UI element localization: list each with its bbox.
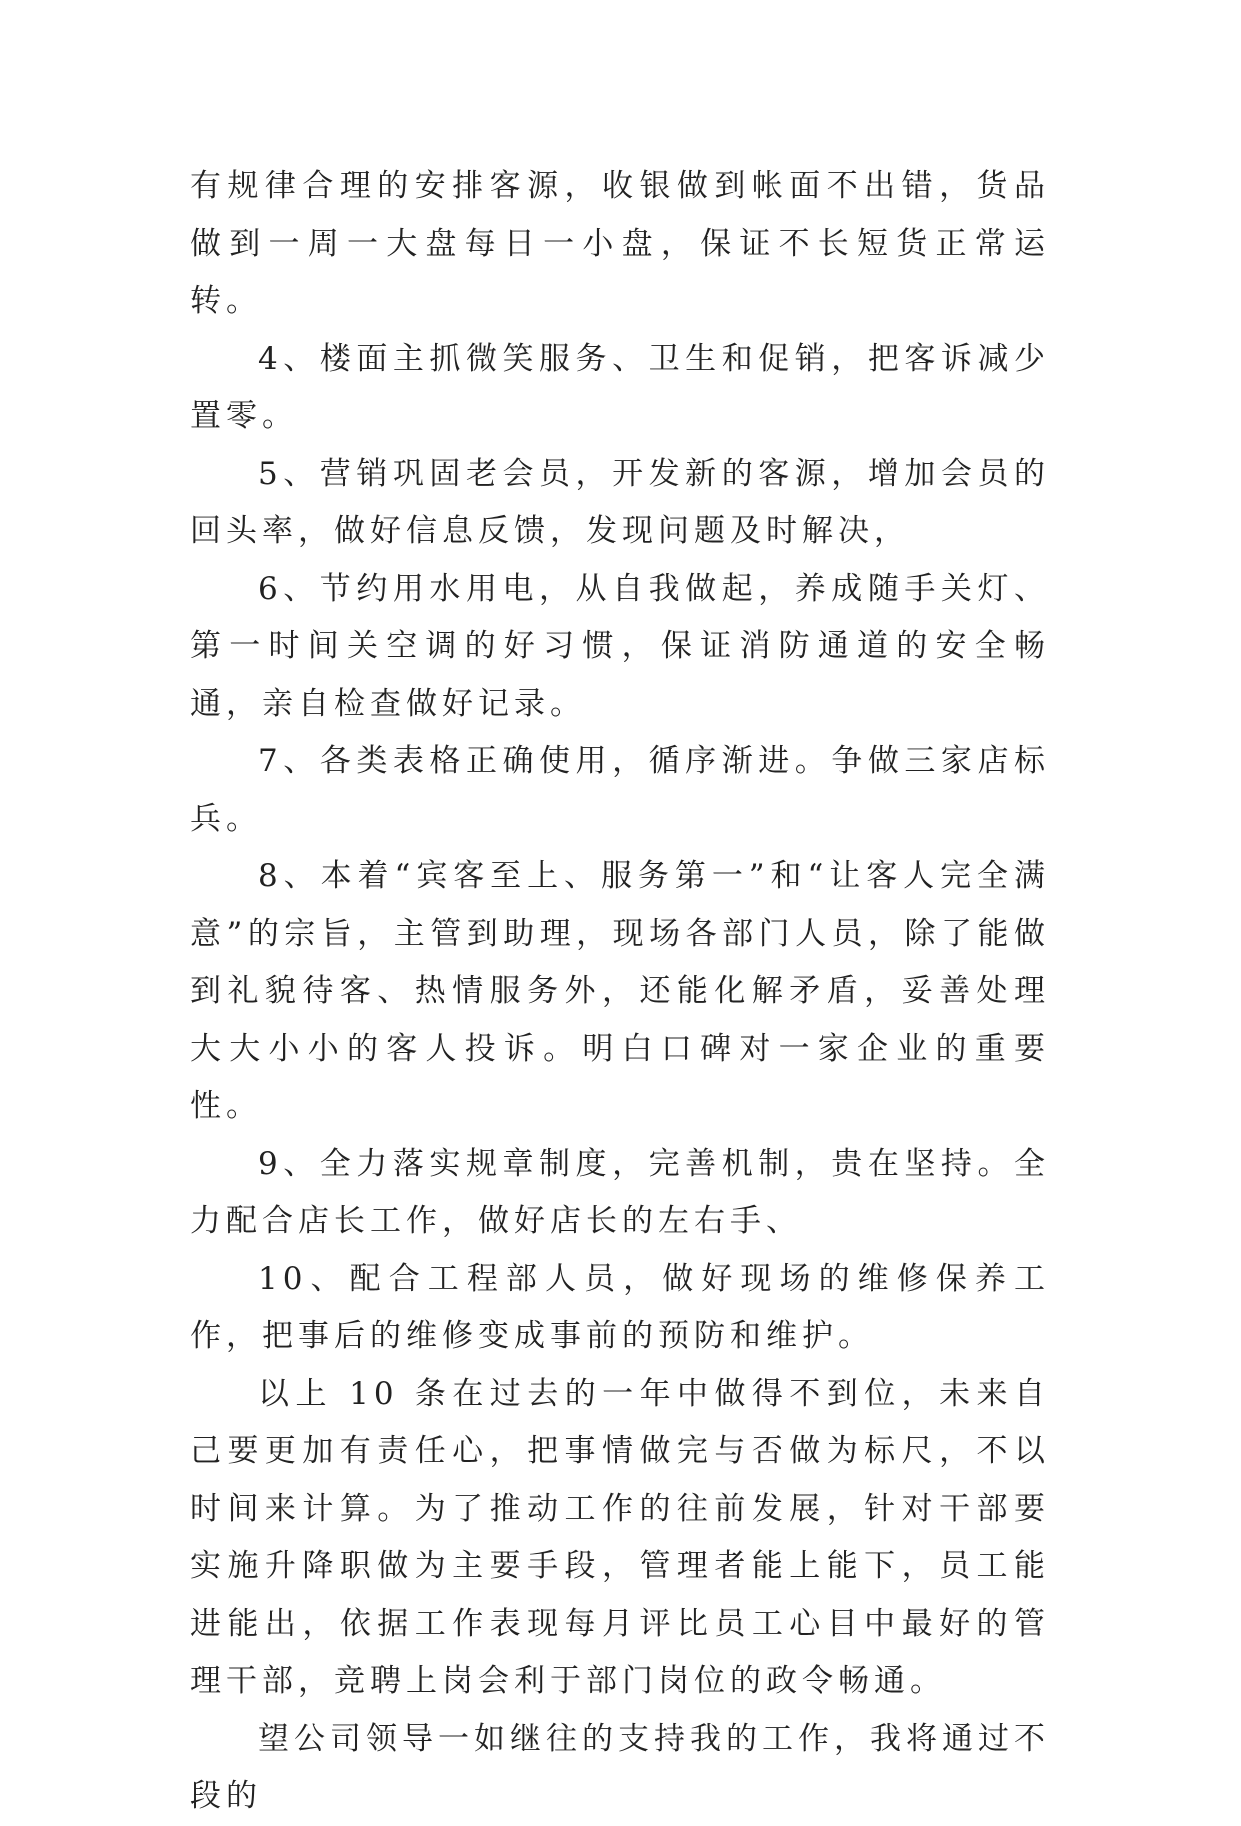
paragraph-item-10: 10、配合工程部人员，做好现场的维修保养工作，把事后的维修变成事前的预防和维护。 — [190, 1260, 1050, 1354]
paragraph-item-8: 8、本着“宾客至上、服务第一”和“让客人完全满意”的宗旨，主管到助理，现场各部门人员，除了能做到礼貌待客、热情服务外，还能化解矛盾，妥善处理大大小小的客人投诉。明白口碑对一家企业的重要性。 — [190, 858, 1050, 1124]
paragraph-item-4: 4、楼面主抓微笑服务、卫生和促销，把客诉减少置零。 — [190, 340, 1050, 434]
paragraph-item-6: 6、节约用水用电，从自我做起，养成随手关灯、第一时间关空调的好习惯，保证消防通道的安全畅通，亲自检查做好记录。 — [190, 570, 1050, 722]
document-body — [190, 158, 1050, 1826]
paragraph-item-7: 7、各类表格正确使用，循序渐进。争做三家店标兵。 — [190, 743, 1050, 837]
paragraph-closing: 望公司领导一如继往的支持我的工作，我将通过不段的 — [190, 1720, 1050, 1814]
paragraph-summary: 以上 10 条在过去的一年中做得不到位，未来自己要更加有责任心，把事情做完与否做为标尺，不以时间来计算。为了推动工作的往前发展，针对干部要实施升降职做为主要手段，管理者能上能下，员工能进能出，依据工作表现每月评比员工心目中最好的管理干部，竞聘上岗会利于部门岗位的政令畅通。 — [190, 1375, 1050, 1699]
paragraph-item-9: 9、全力落实规章制度，完善机制，贵在坚持。全力配合店长工作，做好店长的左右手、 — [190, 1145, 1050, 1239]
paragraph-item-5: 5、营销巩固老会员，开发新的客源，增加会员的回头率，做好信息反馈，发现问题及时解决， — [190, 455, 1050, 549]
paragraph-continuation: 有规律合理的安排客源，收银做到帐面不出错，货品做到一周一大盘每日一小盘，保证不长短货正常运转。 — [190, 168, 1050, 319]
